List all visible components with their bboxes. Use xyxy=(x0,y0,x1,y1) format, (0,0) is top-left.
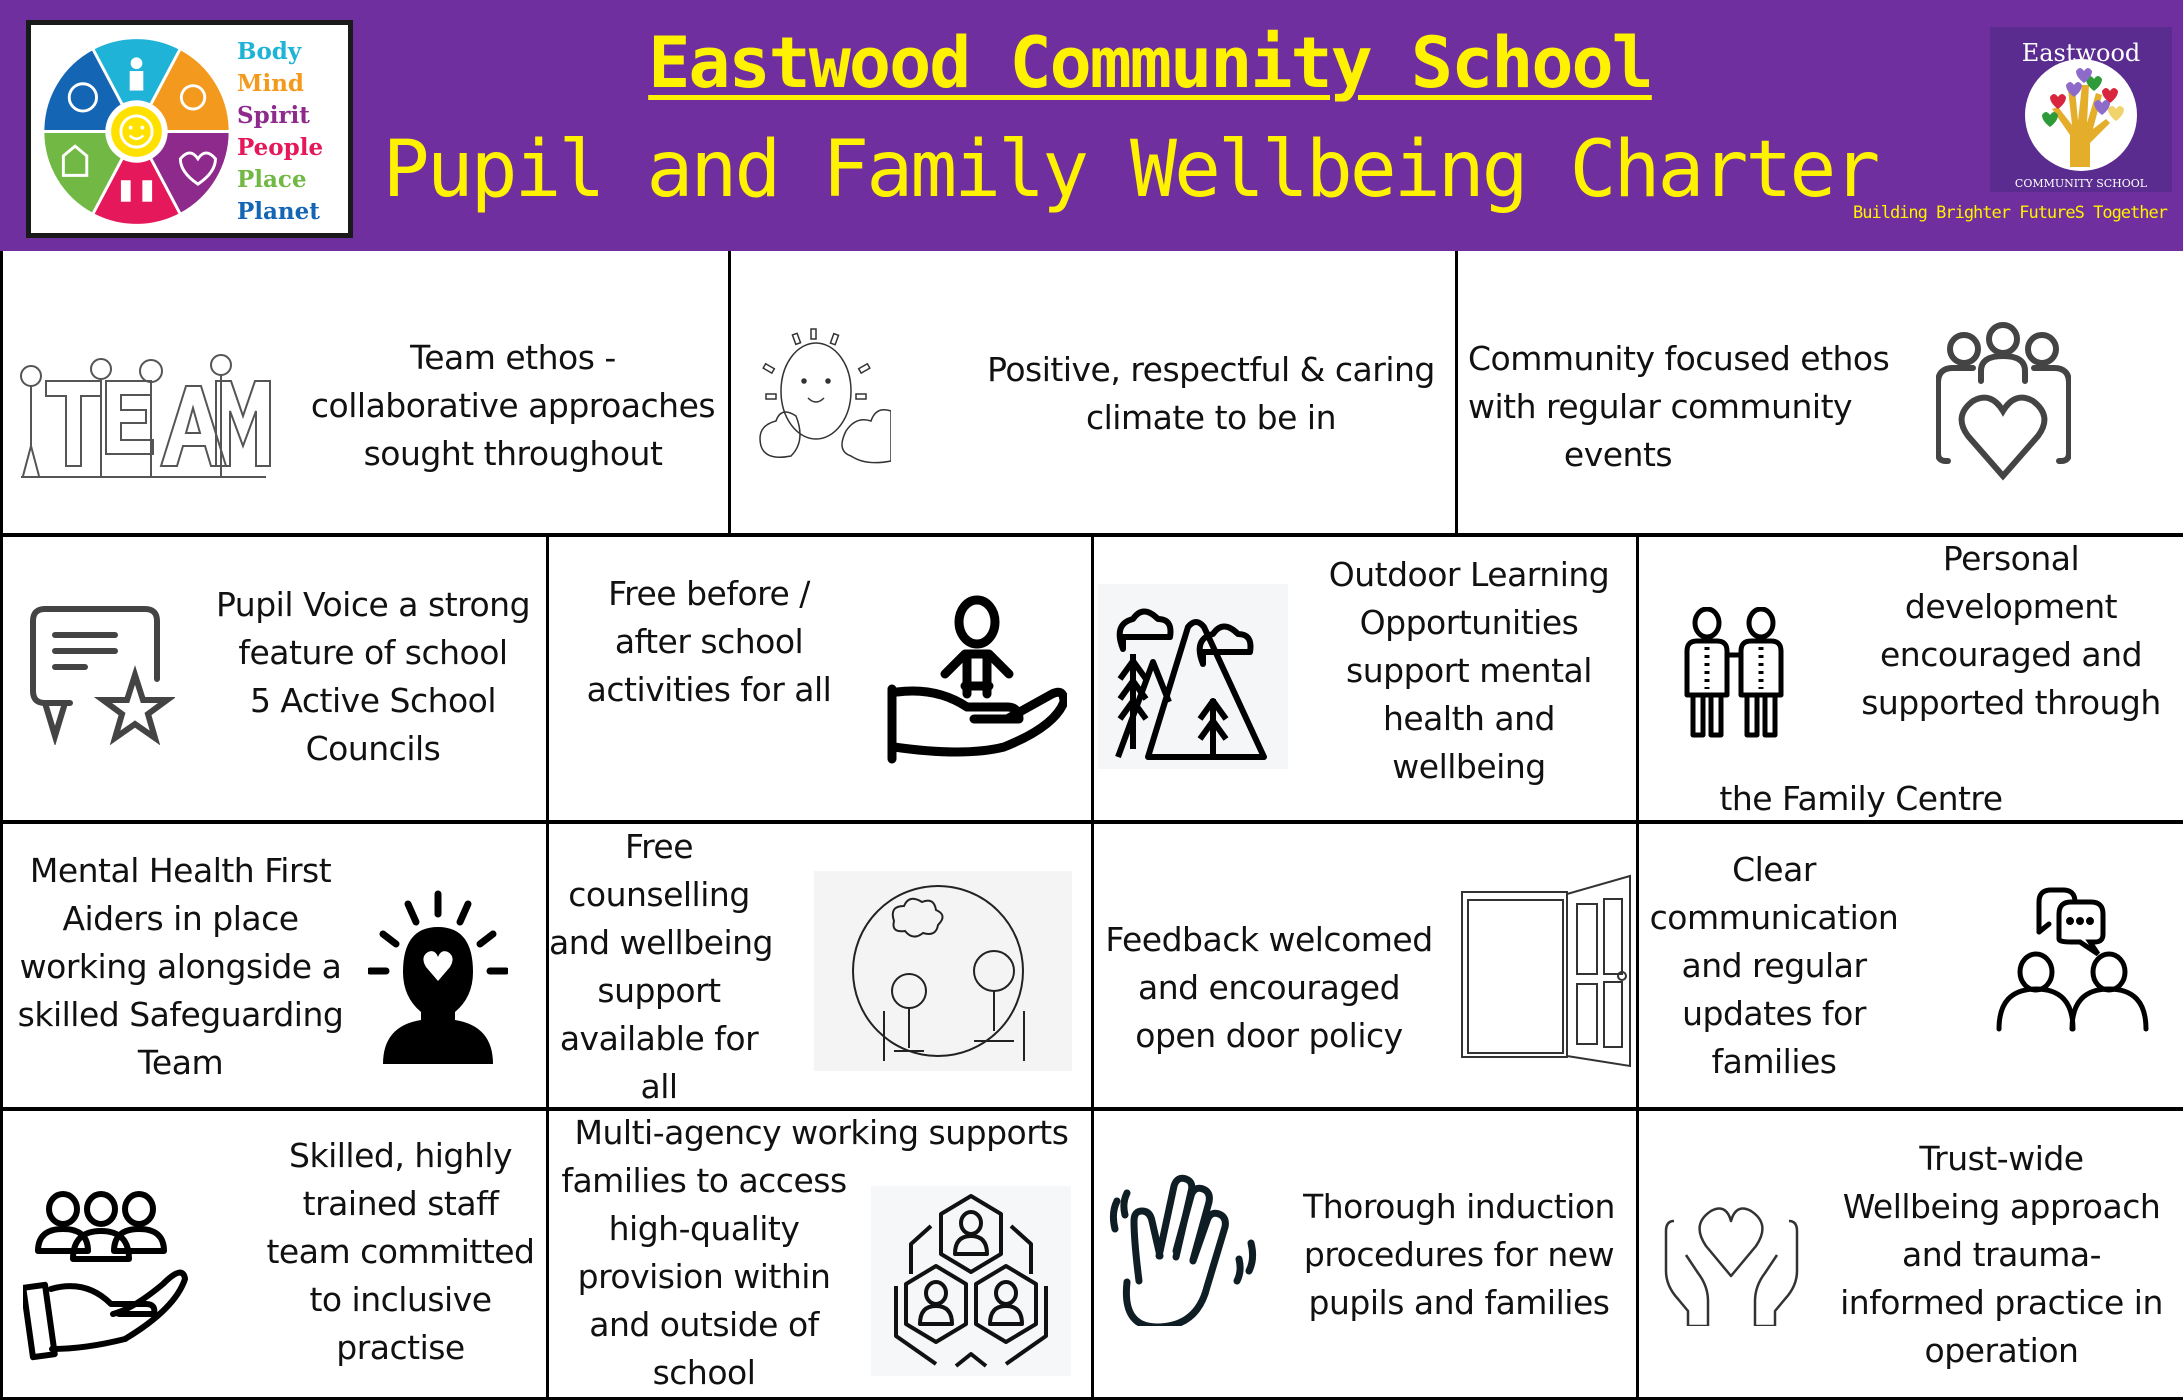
text-line: Clear xyxy=(1732,850,1816,889)
charter-cell-free-counselling xyxy=(549,824,1094,1111)
text-line: to inclusive xyxy=(309,1280,492,1319)
charter-text xyxy=(243,1132,549,1372)
charter-cell-trust-wide-wellbeing xyxy=(1639,1111,2183,1400)
charter-cell-community-ethos xyxy=(1458,251,2183,537)
text-line: the Family Centre xyxy=(1719,779,2003,818)
text-line: Personal xyxy=(1942,539,2080,578)
text-line: support mental xyxy=(1346,651,1592,690)
word-body: Body xyxy=(237,38,302,65)
charter-text-continued xyxy=(549,1157,859,1397)
charter-text xyxy=(559,570,859,714)
wellbeing-wheel-logo xyxy=(26,20,353,238)
text-line: Thorough induction xyxy=(1303,1187,1615,1226)
team-letters-icon xyxy=(11,351,271,481)
text-line: wellbeing xyxy=(1392,747,1546,786)
text-line: Feedback welcomed xyxy=(1105,920,1433,959)
text-line: available for xyxy=(559,1019,759,1058)
open-door-icon xyxy=(1454,874,1634,1074)
charter-text xyxy=(1639,537,2183,823)
text-line: operation xyxy=(1924,1331,2079,1370)
text-line: climate to be in xyxy=(1085,398,1337,437)
school-name-text: Eastwood Community School xyxy=(648,22,1652,104)
counselling-session-icon xyxy=(814,871,1072,1071)
word-place: Place xyxy=(237,166,307,193)
school-logo-bottom-text: COMMUNITY SCHOOL xyxy=(2014,177,2148,190)
charter-text xyxy=(1649,846,1899,1086)
text-line: sought throughout xyxy=(363,434,663,473)
text-line: Team ethos - xyxy=(410,338,616,377)
text-line: 5 Active School xyxy=(249,681,497,720)
text-line: Multi-agency working supports xyxy=(574,1113,1069,1152)
text-line: skilled Safeguarding xyxy=(17,995,344,1034)
conversation-people-icon xyxy=(1994,884,2154,1034)
charter-cell-thorough-induction xyxy=(1094,1111,1639,1400)
text-line: Positive, respectful & caring xyxy=(987,350,1435,389)
text-line: after school xyxy=(614,622,804,661)
text-line: team committed xyxy=(266,1232,535,1271)
community-heart-icon xyxy=(1936,321,2071,481)
text-line: events xyxy=(1563,435,1673,474)
text-line: open door policy xyxy=(1135,1016,1403,1055)
charter-cell-multi-agency xyxy=(549,1111,1094,1400)
text-line xyxy=(1639,727,2183,775)
charter-text xyxy=(1468,335,1890,479)
charter-cell-clear-communication xyxy=(1639,824,2183,1111)
text-line: Community focused ethos xyxy=(1468,339,1890,378)
text-line: Trust-wide xyxy=(1919,1139,2084,1178)
text-line: Pupil Voice a strong xyxy=(215,585,531,624)
school-tagline: Building Brighter FutureS Together xyxy=(1853,203,2167,223)
text-line: with regular community xyxy=(1468,387,1853,426)
text-line: Aiders in place xyxy=(62,899,299,938)
charter-cell-before-after-school xyxy=(549,537,1094,824)
header-banner xyxy=(0,0,2183,251)
smiling-sun-icon xyxy=(756,326,891,471)
head-heart-icon xyxy=(368,889,508,1064)
charter-cell-team-ethos xyxy=(3,251,731,537)
school-logo xyxy=(1990,27,2172,192)
text-line: development xyxy=(1904,587,2118,626)
text-line: updates for xyxy=(1682,994,1866,1033)
text-line: communication xyxy=(1649,898,1899,937)
charter-cell-mental-health-first-aiders xyxy=(3,824,549,1111)
charter-text xyxy=(293,334,731,478)
text-line: health and xyxy=(1382,699,1556,738)
text-line: school xyxy=(652,1353,756,1392)
text-line: procedures for new xyxy=(1303,1235,1615,1274)
charter-cell-feedback-open-door xyxy=(1094,824,1639,1111)
charter-text xyxy=(549,824,773,1111)
text-line: Councils xyxy=(305,729,441,768)
charter-text xyxy=(1099,916,1439,1060)
text-line: supported through xyxy=(1861,683,2161,722)
text-line: and outside of xyxy=(589,1305,819,1344)
text-line: encouraged and xyxy=(1879,635,2143,674)
text-line: counselling xyxy=(568,875,750,914)
charter-text xyxy=(549,1111,1094,1157)
text-line: activities for all xyxy=(586,670,832,709)
hands-heart-icon xyxy=(1664,1196,1799,1326)
text-line: trained staff xyxy=(302,1184,499,1223)
charter-text xyxy=(1289,1183,1629,1327)
charter-cell-pupil-voice xyxy=(3,537,549,824)
text-line: provision within xyxy=(577,1257,831,1296)
charter-text xyxy=(188,581,549,773)
speech-bubble-star-icon xyxy=(25,595,175,745)
text-line: Free before / xyxy=(608,574,810,613)
text-line: practise xyxy=(336,1328,465,1367)
text-line: Mental Health First xyxy=(29,851,332,890)
text-line: Wellbeing approach xyxy=(1842,1187,2161,1226)
text-line: informed practice in xyxy=(1840,1283,2163,1322)
text-line: feature of school xyxy=(238,633,508,672)
charter-cell-outdoor-learning xyxy=(1094,537,1639,824)
charter-title: Pupil and Family Wellbeing Charter xyxy=(382,125,1878,215)
charter-text xyxy=(1829,1135,2174,1375)
text-line: pupils and families xyxy=(1308,1283,1610,1322)
wellbeing-words-list xyxy=(237,36,323,228)
word-planet: Planet xyxy=(237,198,320,225)
text-line: support xyxy=(597,971,721,1010)
text-line: families to access xyxy=(561,1161,847,1200)
word-people: People xyxy=(237,134,324,161)
mountains-trees-icon xyxy=(1098,584,1288,769)
text-line: all xyxy=(640,1067,678,1106)
charter-text xyxy=(971,346,1451,442)
text-line: families xyxy=(1711,1042,1837,1081)
text-line: and trauma- xyxy=(1902,1235,2101,1274)
charter-grid xyxy=(0,251,2183,1400)
text-line: working alongside a xyxy=(19,947,342,986)
text-line: collaborative approaches xyxy=(310,386,716,425)
hand-holding-team-icon xyxy=(23,1191,223,1361)
text-line: and wellbeing xyxy=(549,923,773,962)
school-logo-top-text: Eastwood xyxy=(2021,39,2141,67)
charter-cell-personal-development xyxy=(1639,537,2183,824)
text-line: Skilled, highly xyxy=(289,1136,512,1175)
charter-cell-positive-climate xyxy=(731,251,1458,537)
network-people-icon xyxy=(871,1186,1071,1376)
text-line: high-quality xyxy=(608,1209,800,1248)
text-line: Free xyxy=(624,827,694,866)
charter-cell-skilled-staff xyxy=(3,1111,549,1400)
child-on-hand-icon xyxy=(887,594,1067,764)
school-name-title xyxy=(600,22,1700,104)
word-spirit: Spirit xyxy=(237,102,310,129)
text-line: Outdoor Learning xyxy=(1328,555,1610,594)
charter-text xyxy=(1309,551,1629,791)
waving-hand-icon xyxy=(1109,1171,1269,1326)
text-line: Team xyxy=(137,1043,224,1082)
wellbeing-wheel-icon xyxy=(39,34,234,229)
tree-hand-hearts-icon xyxy=(1990,27,2172,192)
text-line: Opportunities xyxy=(1359,603,1579,642)
text-line: and encouraged xyxy=(1137,968,1401,1007)
charter-text xyxy=(8,847,353,1087)
word-mind: Mind xyxy=(237,70,305,97)
text-line: and regular xyxy=(1681,946,1867,985)
